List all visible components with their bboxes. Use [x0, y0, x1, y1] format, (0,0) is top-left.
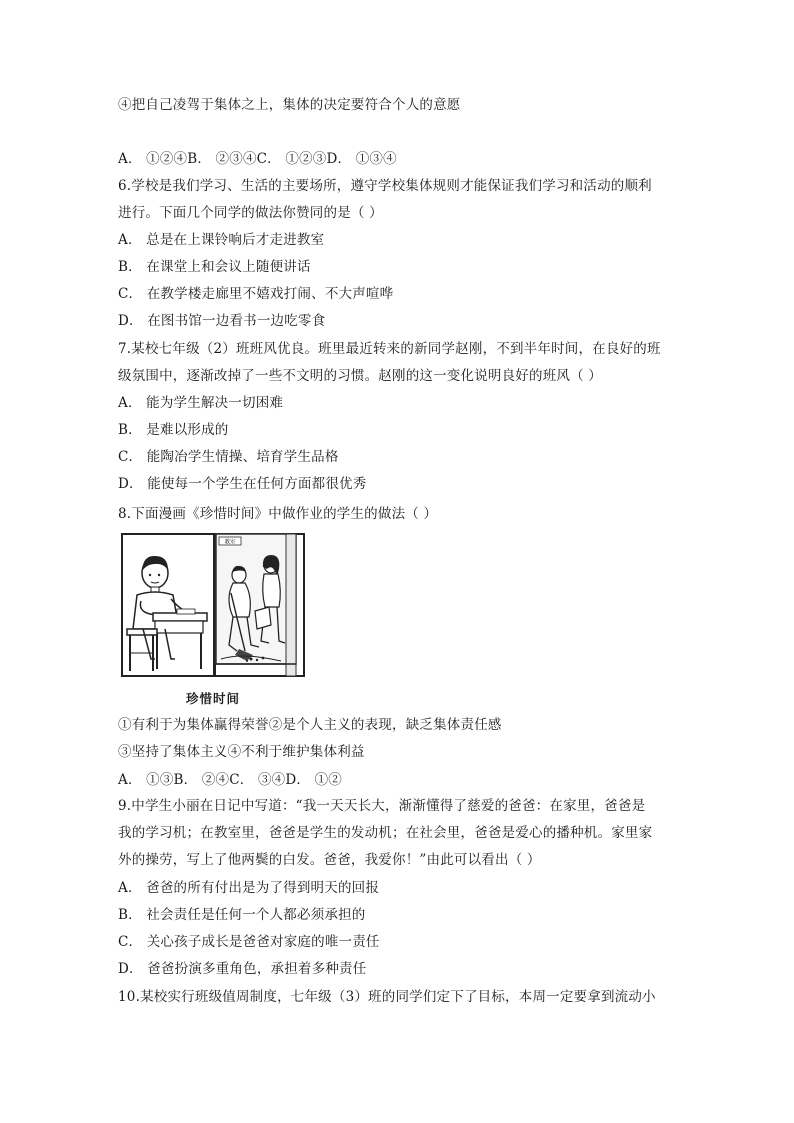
q7-stem-line-1: 7.某校七年级（2）班班风优良。班里最近转来的新同学赵刚，不到半年时间，在良好的班: [118, 341, 661, 357]
q9-option-a: A． 爸爸的所有付出是为了得到明天的回报: [118, 880, 380, 896]
q7-option-a: A． 能为学生解决一切困难: [118, 395, 284, 411]
q10-stem-line-1: 10.某校实行班级值周制度，七年级（3）班的同学们定下了目标，本周一定要拿到流动小: [118, 989, 656, 1005]
q7-option-d: D． 能使每一个学生在任何方面都很优秀: [118, 476, 367, 492]
q9-stem-line-2: 我的学习机；在教室里，爸爸是学生的发动机；在社会里，爸爸是爱心的播种机。家里家: [118, 825, 653, 841]
door-sign-text: 教室: [224, 539, 236, 546]
q8-statements-line-2: ③坚持了集体主义④不利于维护集体利益: [118, 744, 365, 760]
q8-stem: 8.下面漫画《珍惜时间》中做作业的学生的做法（ ）: [118, 506, 438, 522]
q5-answer-choices: A． ①②④B． ②③④C． ①②③D． ①③④: [118, 151, 397, 167]
q8-answer-choices: A． ①③B． ②④C． ③④D． ①②: [118, 772, 342, 788]
q7-option-b: B． 是难以形成的: [118, 422, 229, 438]
q7-option-c: C． 能陶冶学生情操、培育学生品格: [118, 449, 339, 465]
q9-stem-line-3: 外的操劳，写上了他两鬓的白发。爸爸，我爱你！”由此可以看出（ ）: [118, 852, 541, 868]
option-line-4: ④把自己凌驾于集体之上，集体的决定要符合个人的意愿: [118, 97, 461, 113]
q6-stem-line-2: 进行。下面几个同学的做法你赞同的是（ ）: [118, 205, 383, 221]
q9-option-d: D． 爸爸扮演多重角色，承担着多种责任: [118, 961, 367, 977]
q6-option-a: A． 总是在上课铃响后才走进教室: [118, 232, 325, 248]
q9-stem-line-1: 9.中学生小丽在日记中写道：“我一天天长大，渐渐懂得了慈爱的爸爸：在家里，爸爸是: [118, 798, 646, 814]
q8-statements-line-1: ①有利于为集体赢得荣誉②是个人主义的表现，缺乏集体责任感: [118, 717, 502, 733]
q6-option-d: D． 在图书馆一边看书一边吃零食: [118, 313, 326, 329]
q7-stem-line-2: 级氛围中，逐渐改掉了一些不文明的习惯。赵刚的这一变化说明良好的班风（ ）: [118, 368, 602, 384]
q6-stem-line-1: 6.学校是我们学习、生活的主要场所，遵守学校集体规则才能保证我们学习和活动的顺利: [118, 178, 652, 194]
q6-option-c: C． 在教学楼走廊里不嬉戏打闹、不大声喧哗: [118, 286, 394, 302]
figure-caption: 珍惜时间: [186, 691, 241, 706]
q9-option-c: C． 关心孩子成长是爸爸对家庭的唯一责任: [118, 934, 380, 950]
cartoon-illustration: [121, 533, 305, 678]
q9-option-b: B． 社会责任是任何一个人都必须承担的: [118, 907, 366, 923]
q6-option-b: B． 在课堂上和会议上随便讲话: [118, 259, 311, 275]
